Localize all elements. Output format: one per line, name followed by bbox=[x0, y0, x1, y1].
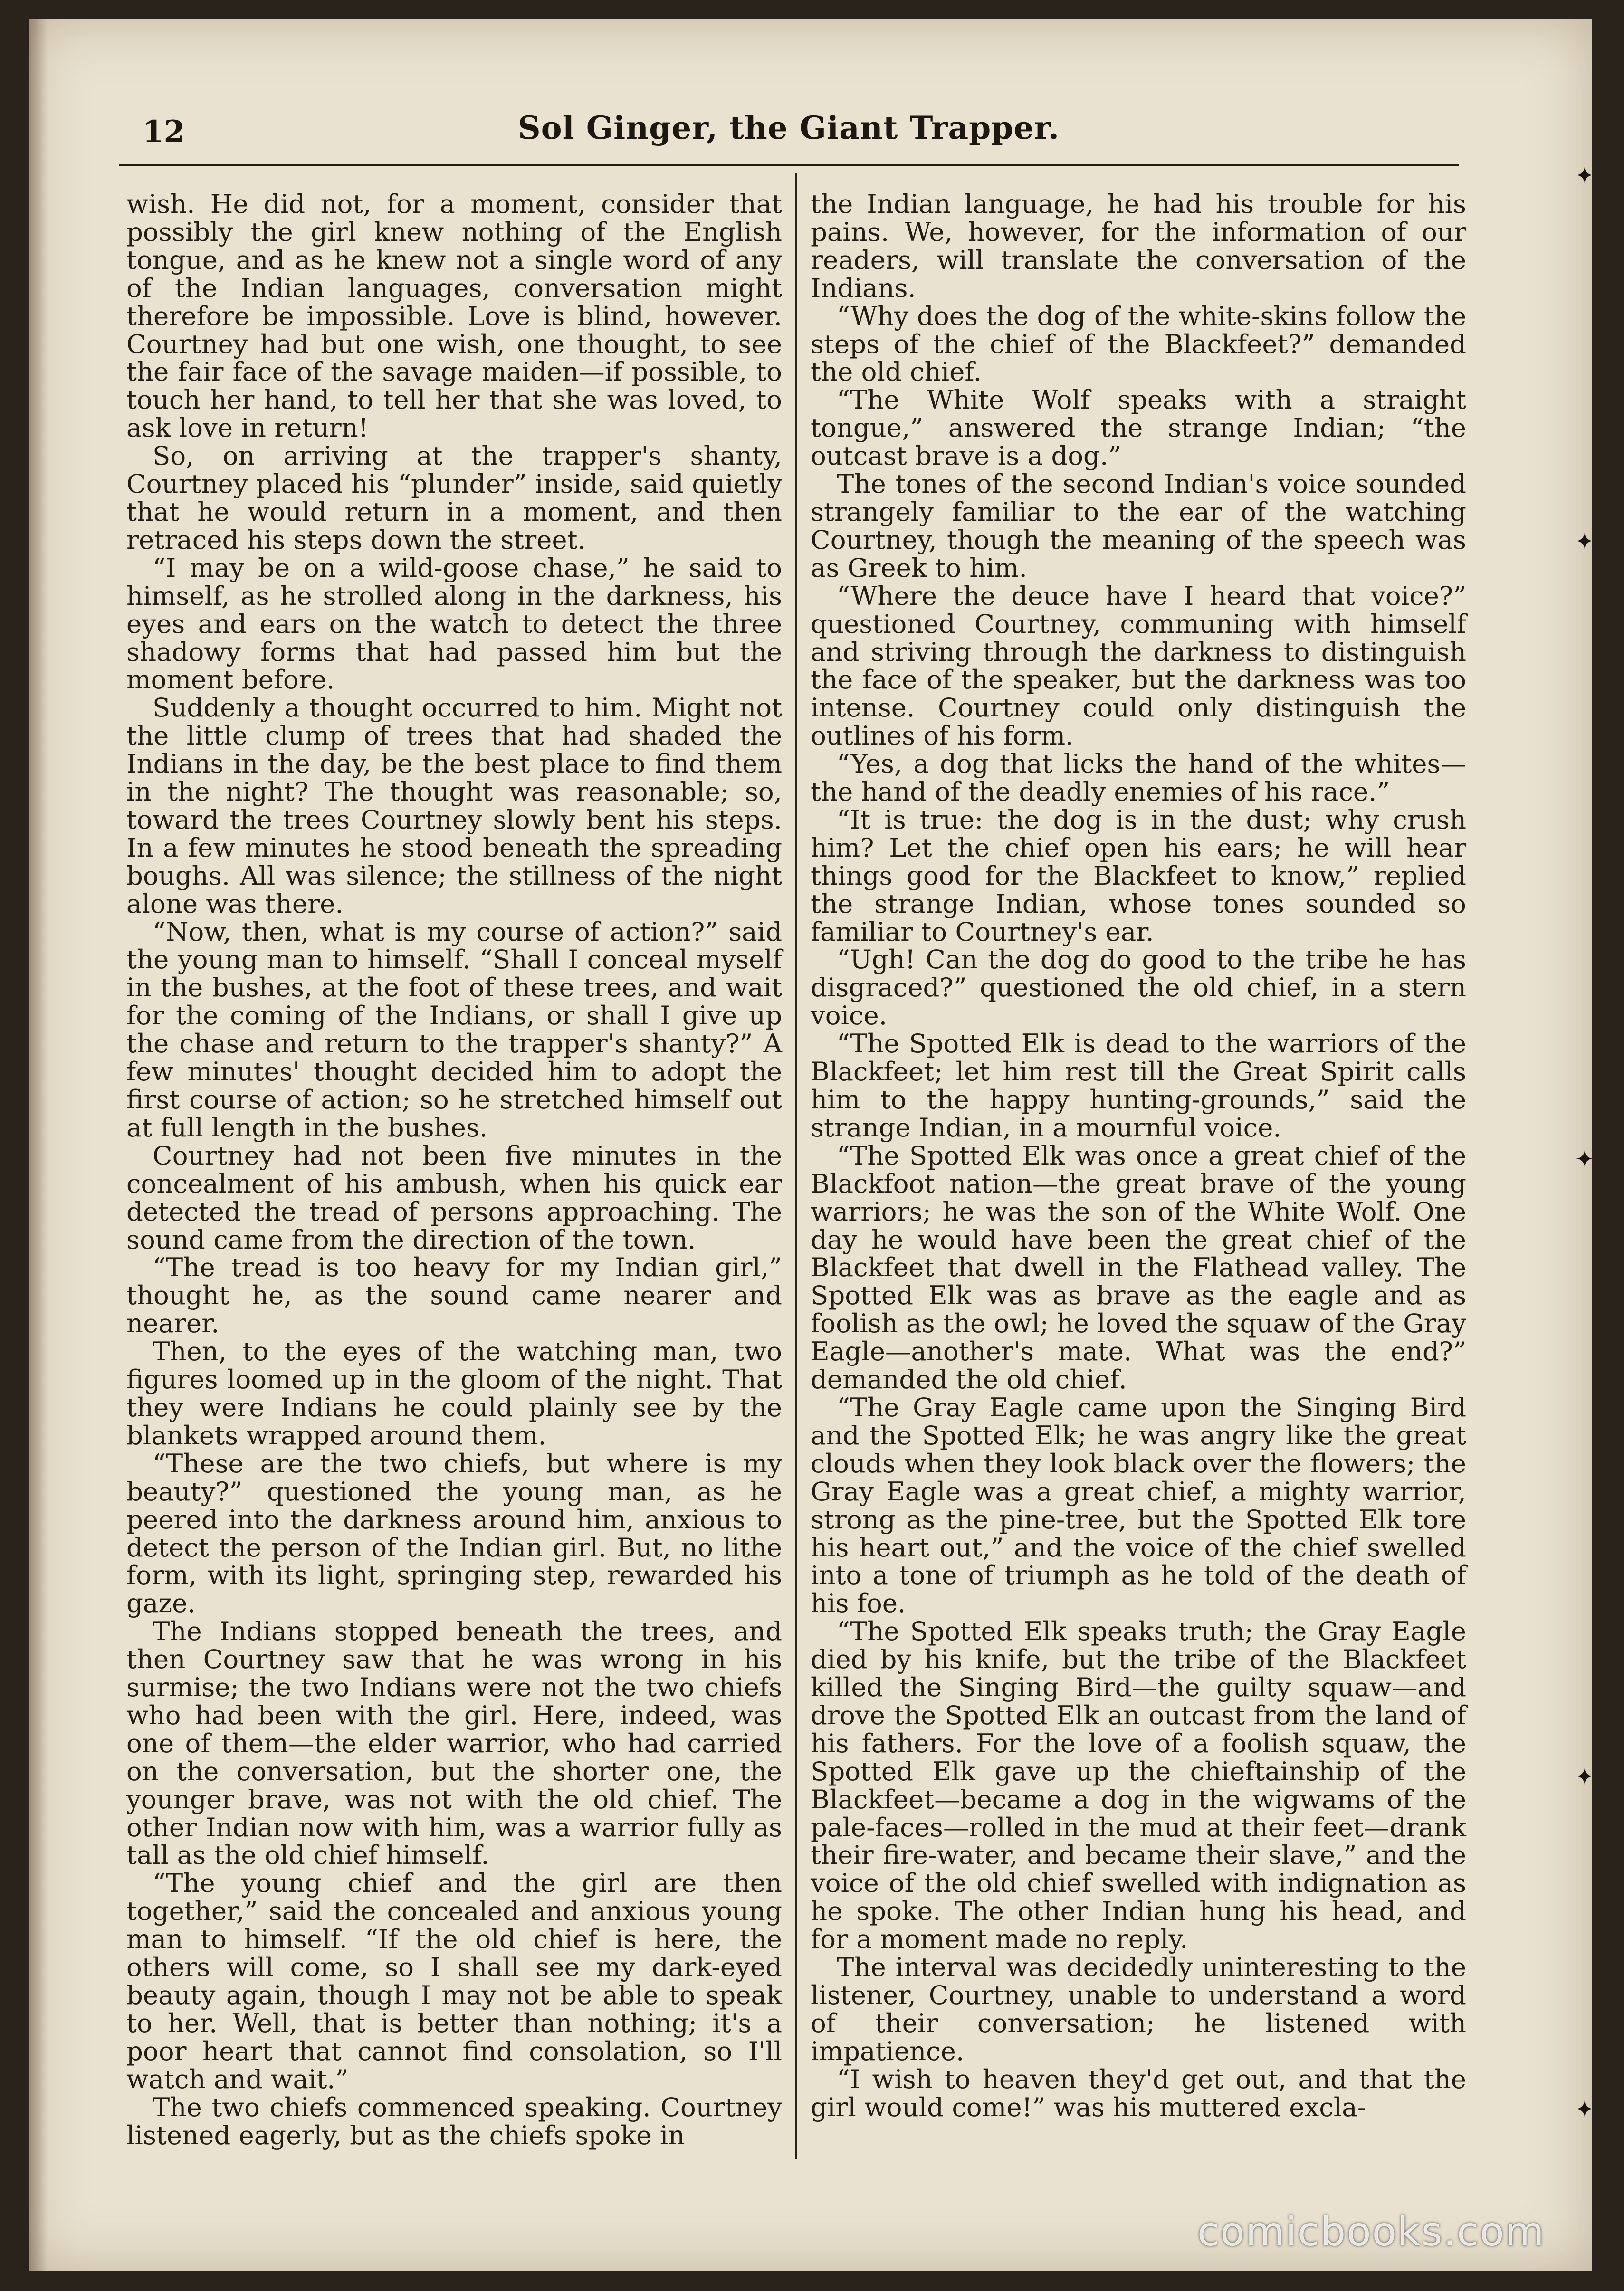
paragraph: “The White Wolf speaks with a straight tongue,” answered the strange Indian; “the outcast brave is a dog.” bbox=[811, 384, 1466, 471]
paragraph: “Where the deuce have I heard that voice?” questioned Courtney, communing with himself and striving through the darkness to distinguish the face of the speaker, but the darkness was too intense. Courtney could only distinguish the outlines of his form. bbox=[811, 580, 1466, 751]
paragraph: “The Spotted Elk was once a great chief of the Blackfoot nation—the great brave of the young warriors; he was the son of the White Wolf. One day he would have been the great chief of the Blackfeet that dwell in the Flathead valley. The Spotted Elk was as brave as the eagle and as foolish as the owl; he loved the squaw of the Gray Eagle—another's mate. What was the end?” demanded the old chief. bbox=[811, 1140, 1466, 1395]
watermark: comicbooks.com bbox=[1197, 2208, 1545, 2255]
paragraph: So, on arriving at the trapper's shanty, Courtney placed his “plunder” inside, said quietly that he would return in a moment, and then retraced his steps down the street. bbox=[126, 440, 782, 555]
paragraph: “Yes, a dog that licks the hand of the whites—the hand of the deadly enemies of his race.” bbox=[811, 748, 1466, 807]
binding-staple-icon: ✦ bbox=[1575, 162, 1595, 189]
paragraph: Suddenly a thought occurred to him. Might not the little clump of trees that had shaded the Indians in the day, be the best place to find them in the night? The thought was reasonable; so, toward the trees Courtney slowly bent his steps. In a few minutes he stood beneath the spreading boughs. All was silence; the stillness of the night alone was there. bbox=[126, 692, 782, 919]
paragraph: “I may be on a wild-goose chase,” he said to himself, as he strolled along in the darkness, his eyes and ears on the watch to detect the three shadowy forms that had passed him but the moment before. bbox=[126, 552, 782, 695]
binding-staple-icon: ✦ bbox=[1575, 2096, 1595, 2123]
paragraph: “Why does the dog of the white-skins follow the steps of the chief of the Blackfeet?” demanded the old chief. bbox=[811, 300, 1466, 387]
right-column bbox=[811, 190, 1466, 2162]
page-header bbox=[109, 100, 1459, 166]
column-divider bbox=[795, 173, 797, 2159]
paragraph: “It is true: the dog is in the dust; why crush him? Let the chief open his ears; he will hear things good for the Blackfeet to know,” replied the strange Indian, whose tones sounded so familiar to Courtney's ear. bbox=[811, 804, 1466, 947]
left-column bbox=[126, 190, 782, 2162]
header-rule bbox=[119, 164, 1459, 166]
paragraph: wish. He did not, for a moment, consider that possibly the girl knew nothing of the English tongue, and as he knew not a single word of any of the Indian languages, conversation might therefore be impossible. Love is blind, however. Courtney had but one wish, one thought, to see the fair face of the savage maiden—if possible, to touch her hand, to tell her that she was loved, to ask love in return! bbox=[126, 189, 782, 443]
paragraph: “I wish to heaven they'd get out, and that the girl would come!” was his muttered excla- bbox=[811, 2063, 1466, 2122]
paragraph: The Indians stopped beneath the trees, and then Courtney saw that he was wrong in his surmise; the two Indians were not the two chiefs who had been with the girl. Here, indeed, was one of them—the elder warrior, who had carried on the conversation, but the shorter one, the younger brave, was not with the old chief. The other Indian now with him, was a warrior fully as tall as the old chief himself. bbox=[126, 1616, 782, 1871]
paragraph: “The Gray Eagle came upon the Singing Bird and the Spotted Elk; he was angry like the great clouds when they look black over the flowers; the Gray Eagle was a great chief, a mighty warrior, strong as the pine-tree, but the Spotted Elk tore his heart out,” and the voice of the chief swelled into a tone of triumph as he told of the death of his foe. bbox=[811, 1392, 1466, 1619]
paragraph: “The Spotted Elk speaks truth; the Gray Eagle died by his knife, but the tribe of the Blackfeet killed the Singing Bird—the guilty squaw—and drove the Spotted Elk an outcast from the land of his fathers. For the love of a foolish squaw, the Spotted Elk gave up the chieftainship of the Blackfeet—became a dog in the wigwams of the pale-faces—rolled in the mud at their feet—drank their fire-water, and became their slave,” and the voice of the old chief swelled with indignation as he spoke. The other Indian hung his head, and for a moment made no reply. bbox=[811, 1616, 1466, 1955]
paragraph: Courtney had not been five minutes in the concealment of his ambush, when his quick ear detected the tread of persons approaching. The sound came from the direction of the town. bbox=[126, 1140, 782, 1255]
paragraph: “Ugh! Can the dog do good to the tribe he has disgraced?” questioned the old chief, in a stern voice. bbox=[811, 944, 1466, 1031]
binding-staple-icon: ✦ bbox=[1575, 1146, 1595, 1173]
gutter-shadow bbox=[29, 19, 48, 2271]
running-title: Sol Ginger, the Giant Trapper. bbox=[518, 109, 1060, 146]
paragraph: “These are the two chiefs, but where is my beauty?” questioned the young man, as he peered into the darkness around him, anxious to detect the person of the Indian girl. But, no lithe form, with its light, springing step, rewarded his gaze. bbox=[126, 1448, 782, 1619]
paragraph: the Indian language, he had his trouble for his pains. We, however, for the information of our readers, will translate the conversation of the Indians. bbox=[811, 189, 1466, 303]
page-number: 12 bbox=[143, 114, 185, 150]
binding-staple-icon: ✦ bbox=[1575, 1764, 1595, 1790]
paragraph: The tones of the second Indian's voice sounded strangely familiar to the ear of the watching Courtney, though the meaning of the speech was as Greek to him. bbox=[811, 468, 1466, 583]
paragraph: Then, to the eyes of the watching man, two figures loomed up in the gloom of the night. That they were Indians he could plainly see by the blankets wrapped around them. bbox=[126, 1336, 782, 1451]
paragraph: “The young chief and the girl are then together,” said the concealed and anxious young man to himself. “If the old chief is here, the others will come, so I shall see my dark-eyed beauty again, though I may not be able to speak to her. Well, that is better than nothing; it's a poor heart that cannot find consolation, so I'll watch and wait.” bbox=[126, 1868, 782, 2094]
paragraph: “The Spotted Elk is dead to the warriors of the Blackfeet; let him rest till the Great Spirit calls him to the happy hunting-grounds,” said the strange Indian, in a mournful voice. bbox=[811, 1028, 1466, 1143]
paragraph: “Now, then, what is my course of action?” said the young man to himself. “Shall I conceal myself in the bushes, at the foot of these trees, and wait for the coming of the Indians, or shall I give up the chase and return to the trapper's shanty?” A few minutes' thought decided him to adopt the first course of action; so he stretched himself out at full length in the bushes. bbox=[126, 916, 782, 1143]
binding-staple-icon: ✦ bbox=[1575, 528, 1595, 555]
paragraph: “The tread is too heavy for my Indian girl,” thought he, as the sound came nearer and nearer. bbox=[126, 1252, 782, 1339]
paragraph: The two chiefs commenced speaking. Courtney listened eagerly, but as the chiefs spoke in bbox=[126, 2091, 782, 2150]
paragraph: The interval was decidedly uninteresting to the listener, Courtney, unable to understand a word of their conversation; he listened with impatience. bbox=[811, 1952, 1466, 2066]
